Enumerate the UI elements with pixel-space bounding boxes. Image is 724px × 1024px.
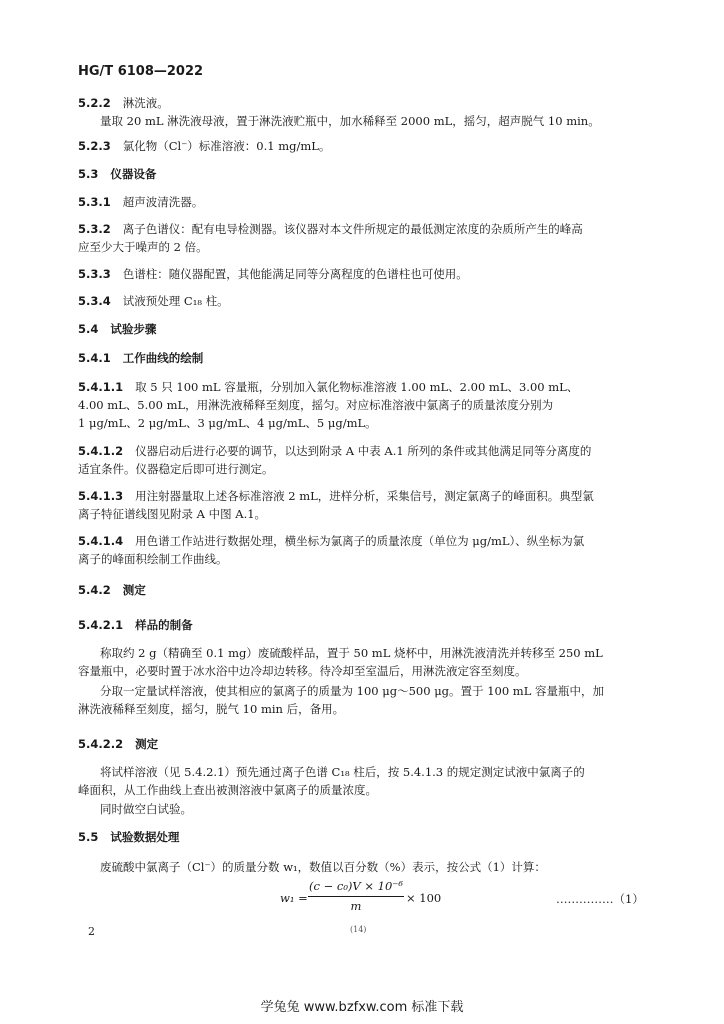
- page-sub-number: (14): [350, 925, 367, 934]
- clause-heading: 5.3.2 离子色谱仪：配有电导检测器。该仪器对本文件所规定的最低测定浓度的杂质所产生的峰高: [78, 222, 583, 236]
- paragraph-line: 应至少大于噪声的 2 倍。: [78, 240, 208, 254]
- paragraph-line: 1 μg/mL、2 μg/mL、3 μg/mL、4 μg/mL、5 μg/mL。: [78, 416, 377, 430]
- formula-1: [280, 879, 500, 919]
- formula-rhs: × 100: [406, 891, 442, 905]
- clause-heading: 5.4.1.3 用注射器量取上述各标准溶液 2 mL，进样分析，采集信号，测定氯离子的峰面积。典型氯: [78, 489, 594, 503]
- standard-number: HG/T 6108—2022: [78, 64, 204, 79]
- paragraph-line: 离子特征谱线图见附录 A 中图 A.1。: [78, 507, 267, 521]
- section-heading: 5.3 仪器设备: [78, 167, 157, 181]
- subsection-heading: 5.4.1 工作曲线的绘制: [78, 351, 204, 365]
- paragraph-line: 淋洗液稀释至刻度，摇匀，脱气 10 min 后，备用。: [78, 702, 345, 716]
- subsection-heading: 5.4.2.1 样品的制备: [78, 618, 193, 632]
- page-number: 2: [88, 925, 95, 938]
- section-heading: 5.4 试验步骤: [78, 322, 157, 336]
- clause-heading: 5.4.1.4 用色谱工作站进行数据处理，横坐标为氯离子的质量浓度（单位为 μg/mL）、纵坐标为氯: [78, 534, 585, 548]
- paragraph-line: 容量瓶中，必要时置于冰水浴中边冷却边转移。待冷却至室温后，用淋洗液定容至刻度。: [78, 664, 527, 678]
- paragraph-line: 称取约 2 g（精确至 0.1 mg）废硫酸样品，置于 50 mL 烧杯中，用淋洗液清洗并转移至 250 mL: [100, 646, 603, 660]
- watermark-footer: 学兔兔 www.bzfxw.com 标准下载: [260, 1000, 464, 1015]
- paragraph-line: 废硫酸中氯离子（Cl⁻）的质量分数 w₁，数值以百分数（%）表示，按公式（1）计算：: [100, 860, 546, 874]
- clause-heading: 5.4.1.1 取 5 只 100 mL 容量瓶，分别加入氯化物标准溶液 1.00 mL、2.00 mL、3.00 mL、: [78, 380, 579, 394]
- formula-fraction: [308, 879, 404, 915]
- clause-heading: 5.3.3 色谱柱：随仪器配置，其他能满足同等分离程度的色谱柱也可使用。: [78, 267, 468, 281]
- clause-heading: 5.3.4 试液预处理 C₁₈ 柱。: [78, 294, 229, 308]
- paragraph-line: 4.00 mL、5.00 mL，用淋洗液稀释至刻度，摇匀。对应标准溶液中氯离子的质量浓度分别为: [78, 398, 554, 412]
- subsection-heading: 5.4.2 测定: [78, 583, 146, 597]
- paragraph-line: 离子的峰面积绘制工作曲线。: [78, 552, 228, 566]
- paragraph-line: 适宜条件。仪器稳定后即可进行测定。: [78, 462, 274, 476]
- clause-heading: 5.2.2 淋洗液。: [78, 96, 169, 110]
- paragraph-line: 将试样溶液（见 5.4.2.1）预先通过离子色谱 C₁₈ 柱后，按 5.4.1.3 的规定测定试液中氯离子的: [100, 765, 585, 779]
- paragraph-line: 量取 20 mL 淋洗液母液，置于淋洗液贮瓶中，加水稀释至 2000 mL，摇匀，超声脱气 10 min。: [100, 114, 600, 128]
- clause-heading: 5.3.1 超声波清洗器。: [78, 195, 204, 209]
- paragraph-line: 分取一定量试样溶液，使其相应的氯离子的质量为 100 μg～500 μg。置于 100 mL 容量瓶中，加: [100, 684, 604, 698]
- paragraph-line: 同时做空白试验。: [100, 802, 192, 816]
- formula-numerator: (c − c₀)V × 10⁻⁶: [309, 879, 403, 893]
- fraction-bar: [308, 896, 404, 897]
- subsection-heading: 5.4.2.2 测定: [78, 737, 159, 751]
- formula-lhs: w₁ =: [280, 891, 308, 905]
- clause-heading: 5.2.3 氯化物（Cl⁻）标准溶液：0.1 mg/mL。: [78, 139, 331, 153]
- formula-denominator: m: [350, 899, 362, 913]
- clause-heading: 5.4.1.2 仪器启动后进行必要的调节，以达到附录 A 中表 A.1 所列的条件或其他满足同等分离度的: [78, 444, 592, 458]
- paragraph-line: 峰面积，从工作曲线上查出被测溶液中氯离子的质量浓度。: [78, 783, 377, 797]
- section-heading: 5.5 试验数据处理: [78, 830, 180, 844]
- equation-number: ……………（1）: [556, 892, 644, 906]
